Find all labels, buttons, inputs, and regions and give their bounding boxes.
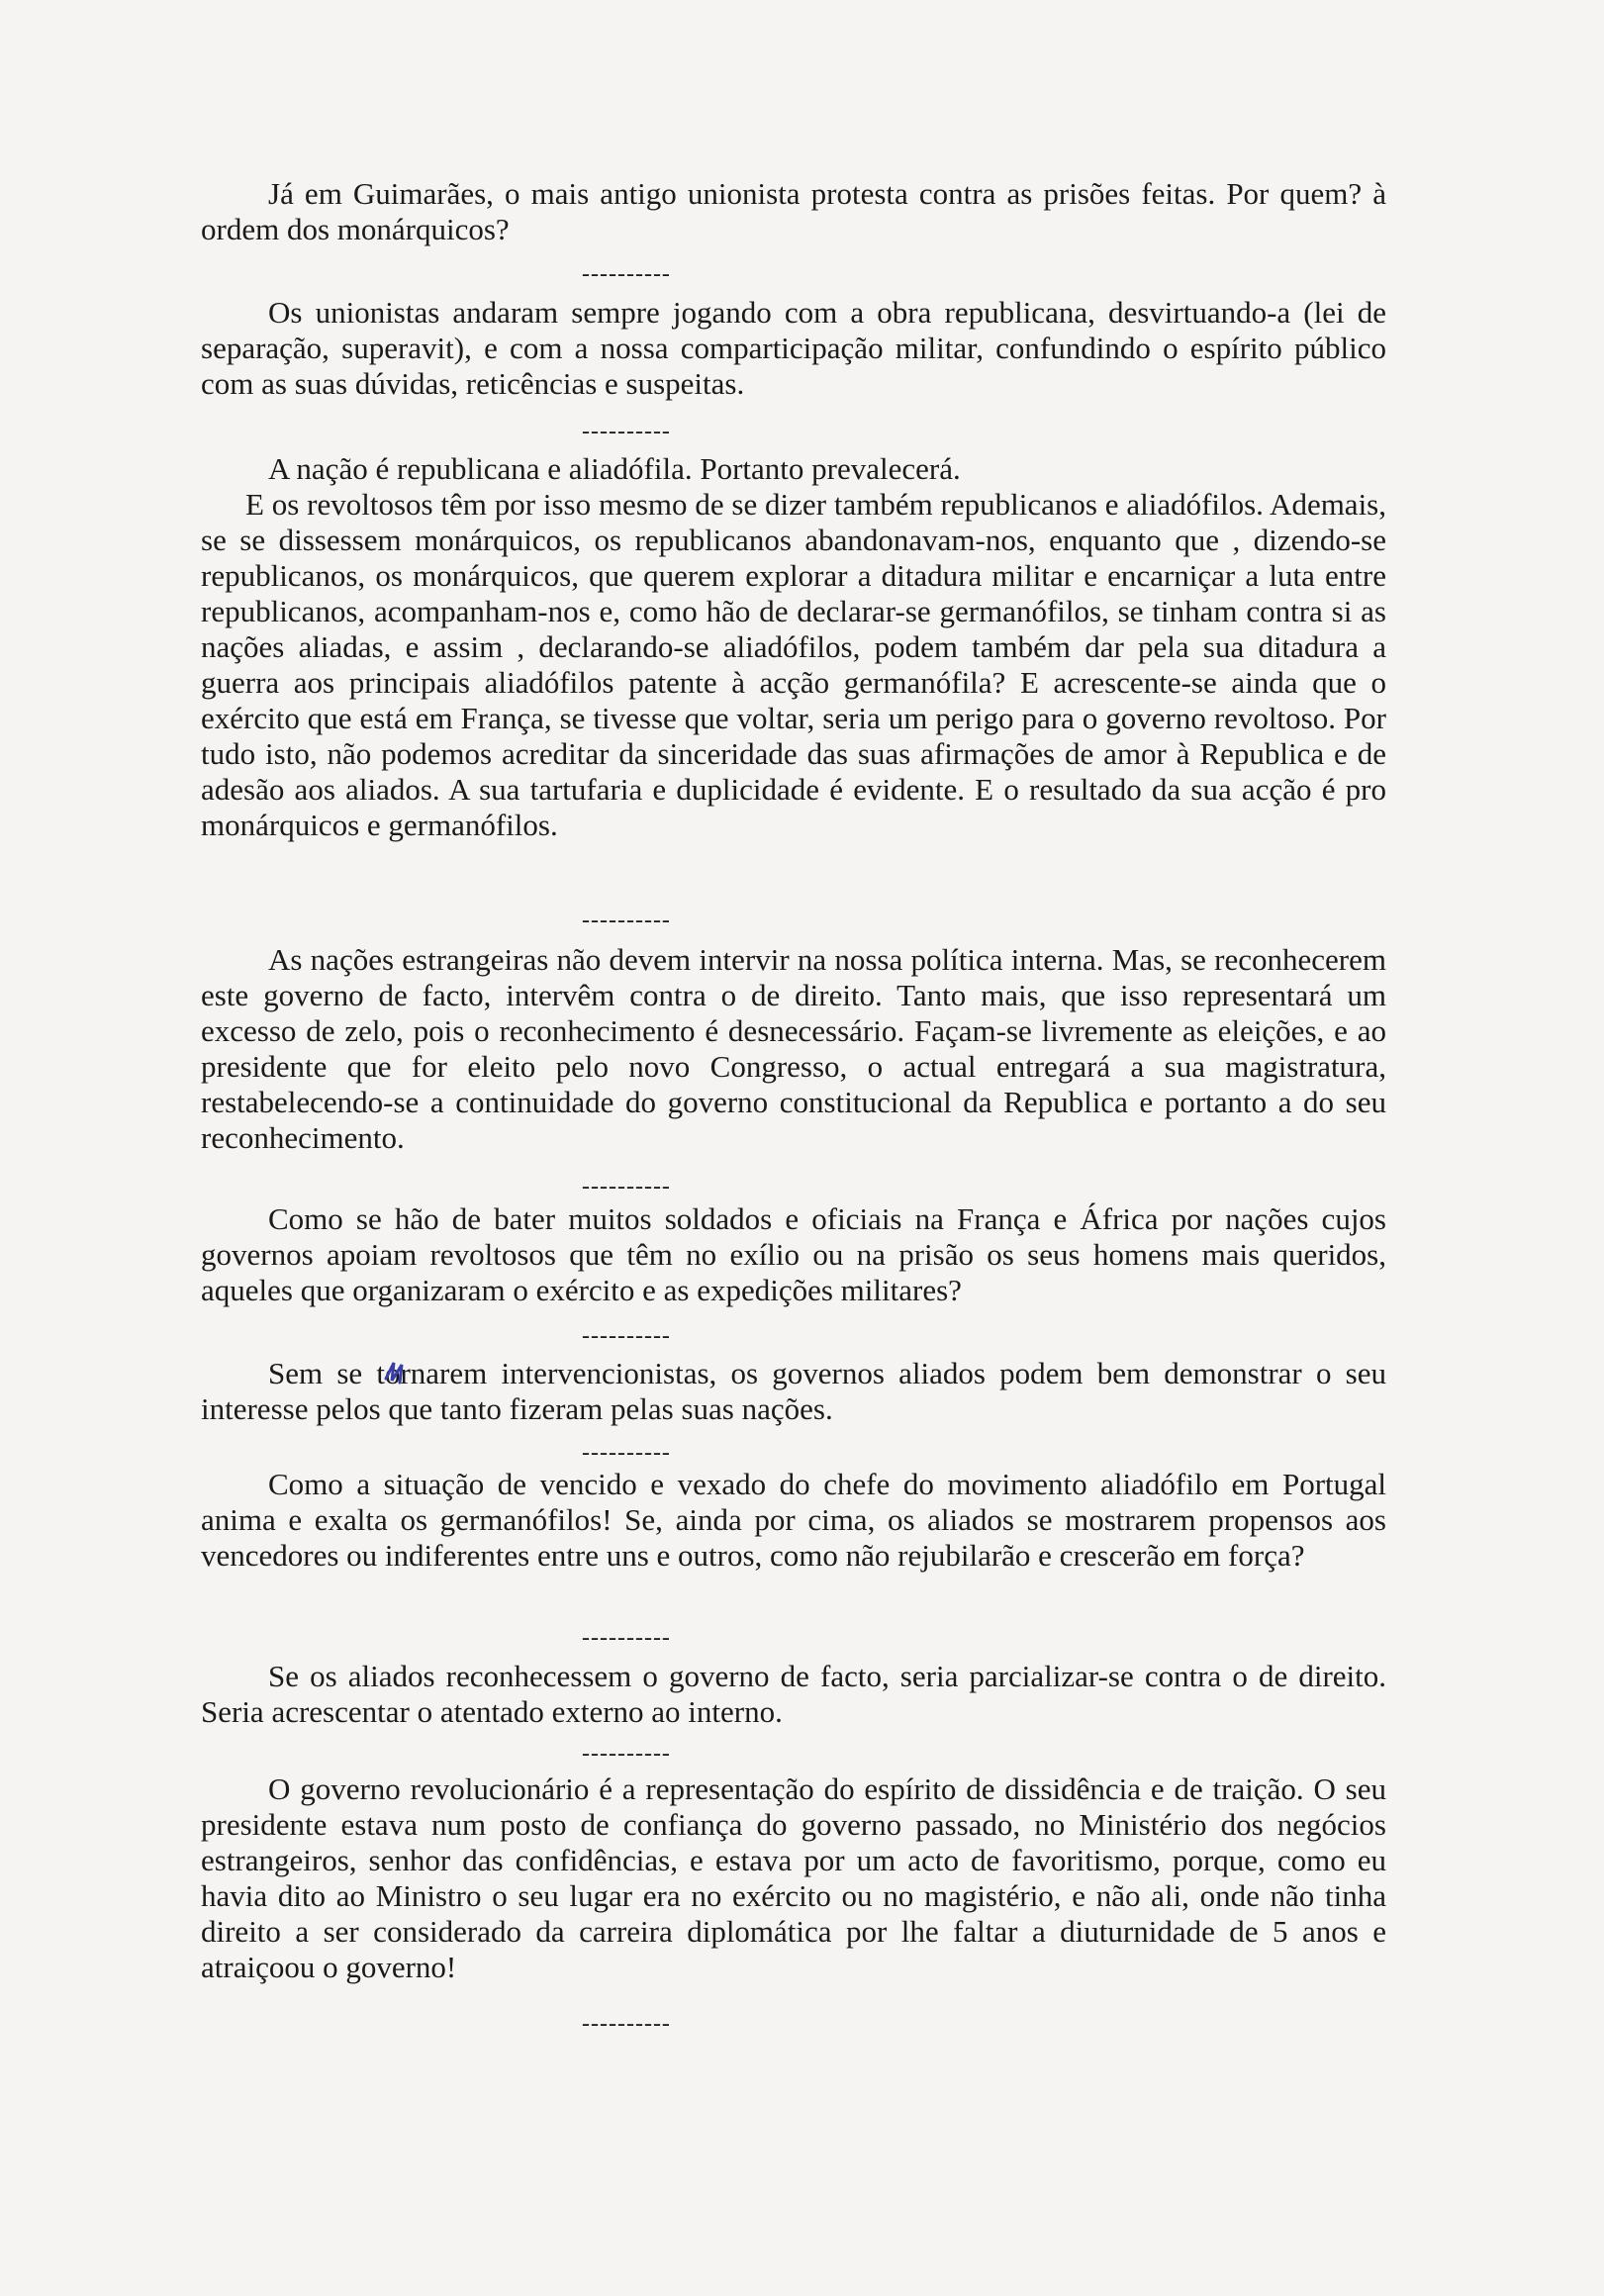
paragraph-text: Sem se tornarem intervencionistas, os governos aliados podem bem demonstrar o seu interesse pelos que tanto fizeram pelas suas nações. bbox=[201, 1356, 1386, 1426]
paragraph-text: Como se hão de bater muitos soldados e oficiais na França e África por nações cujos governos apoiam revoltosos que têm no exílio ou na prisão os seus homens mais queridos, aqueles que organizaram o exército e as expedições militares? bbox=[201, 1201, 1386, 1307]
separator-line: ---------- bbox=[582, 1323, 671, 1349]
paragraph-text: E os revoltosos têm por isso mesmo de se dizer também republicanos e aliadófilos. Ademais, se se dissessem monárquicos, os republicanos abandonavam-nos, enquanto que , dizendo-se republicanos, os monárquicos, que querem explorar a ditadura militar e encarniçar a luta entre republicanos, acompanham-nos e, como hão de declarar-se germanófilos, se tinham contra si as nações aliadas, e assim , declarando-se aliadófilos, podem também dar pela sua ditadura a guerra aos principais aliadófilos patente à acção germanófila? E acrescente-se ainda que o exército que está em França, se tivesse que voltar, seria um perigo para o governo revoltoso. Por tudo isto, não podemos acreditar da sinceridade das suas afirmações de amor à Republica e de adesão aos aliados. A sua tartufaria e duplicidade é evidente. E o resultado da sua acção é pro monárquicos e germanófilos. bbox=[201, 487, 1386, 842]
separator-line: ---------- bbox=[582, 261, 671, 287]
paragraph-text: O governo revolucionário é a representação do espírito de dissidência e de traição. O seu presidente estava num posto de confiança do governo passado, no Ministério dos negócios estrangeiros, senhor das confidências, e estava por um acto de favoritismo, porque, como eu havia dito ao Ministro o seu lugar era no exército ou no magistério, e não ali, onde não tinha direito a ser considerado da carreira diplomática por lhe faltar a diuturnidade de 5 anos e atraiçoou o governo! bbox=[201, 1771, 1386, 1984]
paragraph-governo-revolucionario bbox=[201, 1771, 1386, 1985]
separator-line: ---------- bbox=[582, 908, 671, 933]
paragraph-text: Os unionistas andaram sempre jogando com a obra republicana, desvirtuando-a (lei de separação, superavit), e com a nossa comparticipação militar, confundindo o espírito público com as suas dúvidas, reticências e suspeitas. bbox=[201, 295, 1386, 401]
paragraph-text: Como a situação de vencido e vexado do chefe do movimento aliadófilo em Portugal anima e exalta os germanófilos! Se, ainda por cima, os aliados se mostrarem propensos aos vencedores ou indiferentes entre uns e outros, como não rejubilarão e crescerão em força? bbox=[201, 1467, 1386, 1573]
paragraph-text: Se os aliados reconhecessem o governo de facto, seria parcializar-se contra o de direito. Seria acrescentar o atentado externo ao interno. bbox=[201, 1659, 1386, 1729]
paragraph-vencido-vexado bbox=[201, 1467, 1386, 1574]
separator-line: ---------- bbox=[582, 1440, 671, 1466]
separator-line: ---------- bbox=[582, 419, 671, 444]
paragraph-guimaraes bbox=[201, 176, 1386, 247]
paragraph-reconhecessem bbox=[201, 1659, 1386, 1730]
paragraph-nacoes-estrangeiras bbox=[201, 942, 1386, 1156]
paragraph-soldados bbox=[201, 1201, 1386, 1308]
separator-line: ---------- bbox=[582, 1625, 671, 1651]
separator-line: ---------- bbox=[582, 1174, 671, 1199]
paragraph-text: A nação é republicana e aliadófila. Portanto prevalecerá. bbox=[268, 451, 961, 486]
paragraph-nacao-republicana bbox=[201, 451, 1386, 843]
separator-line: ---------- bbox=[582, 1741, 671, 1767]
handwritten-correction-mark bbox=[380, 1357, 410, 1387]
separator-line: ---------- bbox=[582, 2011, 671, 2037]
paragraph-text: Já em Guimarães, o mais antigo unionista protesta contra as prisões feitas. Por quem? à ordem dos monárquicos? bbox=[201, 176, 1386, 246]
paragraph-intervencionistas bbox=[201, 1356, 1386, 1427]
paragraph-unionistas bbox=[201, 295, 1386, 402]
paragraph-text: As nações estrangeiras não devem intervir na nossa política interna. Mas, se reconhecerem este governo de facto, intervêm contra o de direito. Tanto mais, que isso representará um excesso de zelo, pois o reconhecimento é desnecessário. Façam-se livremente as eleições, e ao presidente que for eleito pelo novo Congresso, o actual entregará a sua magistratura, restabelecendo-se a continuidade do governo constitucional da Republica e portanto a do seu reconhecimento. bbox=[201, 942, 1386, 1155]
